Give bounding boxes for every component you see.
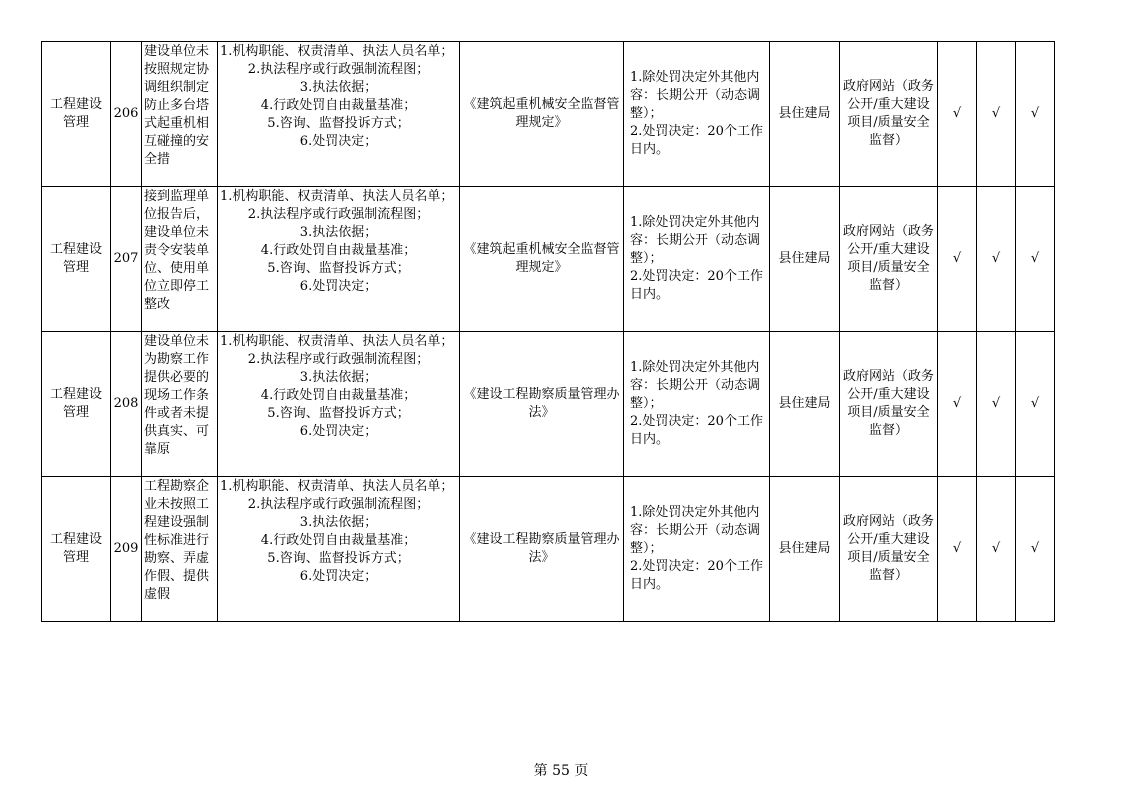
- check-mark: √: [952, 396, 962, 411]
- content-line: 1.机构职能、权责清单、执法人员名单；: [220, 44, 454, 59]
- check-mark: √: [991, 106, 1001, 121]
- category-cell: 工程建设管理: [42, 477, 111, 622]
- content-line: 3.执法依据；: [299, 370, 378, 385]
- disclosure-table: [41, 41, 1055, 622]
- check-cell: [938, 477, 977, 622]
- content-line: 2.执法程序或行政强制流程图；: [247, 497, 430, 512]
- check-cell: [1016, 332, 1055, 477]
- check-cell: [938, 332, 977, 477]
- matter-cell: 工程勘察企业未按照工程建设强制性标准进行勘察、弄虚作假、提供虚假: [142, 477, 218, 622]
- check-cell: [977, 42, 1016, 187]
- timing-line: 2.处罚决定：20个工作日内。: [630, 414, 763, 447]
- content-cell: [218, 42, 460, 187]
- content-line: 2.执法程序或行政强制流程图；: [247, 62, 430, 77]
- number-cell: 208: [111, 332, 142, 477]
- basis-cell: 《建设工程勘察质量管理办法》: [460, 477, 624, 622]
- content-line: 5.咨询、监督投诉方式；: [267, 551, 410, 566]
- subject-cell: 县住建局: [770, 332, 840, 477]
- table-row: [42, 477, 1055, 622]
- content-line: 3.执法依据；: [299, 225, 378, 240]
- timing-line: 1.除处罚决定外其他内容：长期公开（动态调整）；: [630, 360, 761, 411]
- subject-cell: 县住建局: [770, 477, 840, 622]
- page-number: 第 55 页: [533, 763, 589, 779]
- category-cell: 工程建设管理: [42, 332, 111, 477]
- check-cell: [938, 187, 977, 332]
- table-row: [42, 42, 1055, 187]
- check-mark: √: [991, 541, 1001, 556]
- check-mark: √: [952, 541, 962, 556]
- number-cell: 207: [111, 187, 142, 332]
- content-line: 1.机构职能、权责清单、执法人员名单；: [220, 189, 454, 204]
- check-mark: √: [952, 106, 962, 121]
- content-line: 6.处罚决定；: [299, 279, 378, 294]
- number-cell: 209: [111, 477, 142, 622]
- timing-line: 1.除处罚决定外其他内容：长期公开（动态调整）；: [630, 70, 761, 121]
- timing-cell: [624, 42, 770, 187]
- content-line: 4.行政处罚自由裁量基准；: [260, 243, 417, 258]
- check-cell: [938, 42, 977, 187]
- content-line: 5.咨询、监督投诉方式；: [267, 116, 410, 131]
- timing-cell: [624, 332, 770, 477]
- subject-cell: 县住建局: [770, 42, 840, 187]
- check-cell: [977, 187, 1016, 332]
- matter-cell: 建设单位未按照规定协调组织制定防止多台塔式起重机相互碰撞的安全措: [142, 42, 218, 187]
- subject-cell: 县住建局: [770, 187, 840, 332]
- check-cell: [977, 332, 1016, 477]
- content-line: 5.咨询、监督投诉方式；: [267, 261, 410, 276]
- content-cell: [218, 332, 460, 477]
- matter-cell: 接到监理单位报告后，建设单位未责令安装单位、使用单位立即停工整改: [142, 187, 218, 332]
- category-cell: 工程建设管理: [42, 187, 111, 332]
- check-mark: √: [1030, 251, 1040, 266]
- content-line: 6.处罚决定；: [299, 569, 378, 584]
- content-line: 2.执法程序或行政强制流程图；: [247, 352, 430, 367]
- content-line: 4.行政处罚自由裁量基准；: [260, 533, 417, 548]
- category-cell: 工程建设管理: [42, 42, 111, 187]
- content-line: 6.处罚决定；: [299, 424, 378, 439]
- content-line: 4.行政处罚自由裁量基准；: [260, 388, 417, 403]
- content-line: 4.行政处罚自由裁量基准；: [260, 98, 417, 113]
- basis-cell: 《建筑起重机械安全监督管理规定》: [460, 187, 624, 332]
- check-cell: [1016, 42, 1055, 187]
- check-cell: [1016, 477, 1055, 622]
- channel-cell: 政府网站（政务公开/重大建设项目/质量安全监督）: [840, 477, 938, 622]
- timing-line: 2.处罚决定：20个工作日内。: [630, 124, 763, 157]
- timing-cell: [624, 477, 770, 622]
- number-cell: 206: [111, 42, 142, 187]
- table-row: [42, 187, 1055, 332]
- check-cell: [1016, 187, 1055, 332]
- content-cell: [218, 187, 460, 332]
- content-line: 6.处罚决定；: [299, 134, 378, 149]
- table-row: [42, 332, 1055, 477]
- check-mark: √: [991, 251, 1001, 266]
- timing-line: 1.除处罚决定外其他内容：长期公开（动态调整）；: [630, 505, 761, 556]
- content-line: 1.机构职能、权责清单、执法人员名单；: [220, 334, 454, 349]
- matter-cell: 建设单位未为勘察工作提供必要的现场工作条件或者未提供真实、可靠原: [142, 332, 218, 477]
- timing-line: 2.处罚决定：20个工作日内。: [630, 559, 763, 592]
- channel-cell: 政府网站（政务公开/重大建设项目/质量安全监督）: [840, 42, 938, 187]
- content-line: 2.执法程序或行政强制流程图；: [247, 207, 430, 222]
- timing-line: 1.除处罚决定外其他内容：长期公开（动态调整）；: [630, 215, 761, 266]
- check-mark: √: [991, 396, 1001, 411]
- check-cell: [977, 477, 1016, 622]
- check-mark: √: [1030, 541, 1040, 556]
- table-body: [42, 42, 1055, 622]
- check-mark: √: [1030, 396, 1040, 411]
- timing-cell: [624, 187, 770, 332]
- content-line: 5.咨询、监督投诉方式；: [267, 406, 410, 421]
- check-mark: √: [1030, 106, 1040, 121]
- content-line: 1.机构职能、权责清单、执法人员名单；: [220, 479, 454, 494]
- channel-cell: 政府网站（政务公开/重大建设项目/质量安全监督）: [840, 187, 938, 332]
- basis-cell: 《建筑起重机械安全监督管理规定》: [460, 42, 624, 187]
- basis-cell: 《建设工程勘察质量管理办法》: [460, 332, 624, 477]
- channel-cell: 政府网站（政务公开/重大建设项目/质量安全监督）: [840, 332, 938, 477]
- check-mark: √: [952, 251, 962, 266]
- content-line: 3.执法依据；: [299, 80, 378, 95]
- content-cell: [218, 477, 460, 622]
- timing-line: 2.处罚决定：20个工作日内。: [630, 269, 763, 302]
- content-line: 3.执法依据；: [299, 515, 378, 530]
